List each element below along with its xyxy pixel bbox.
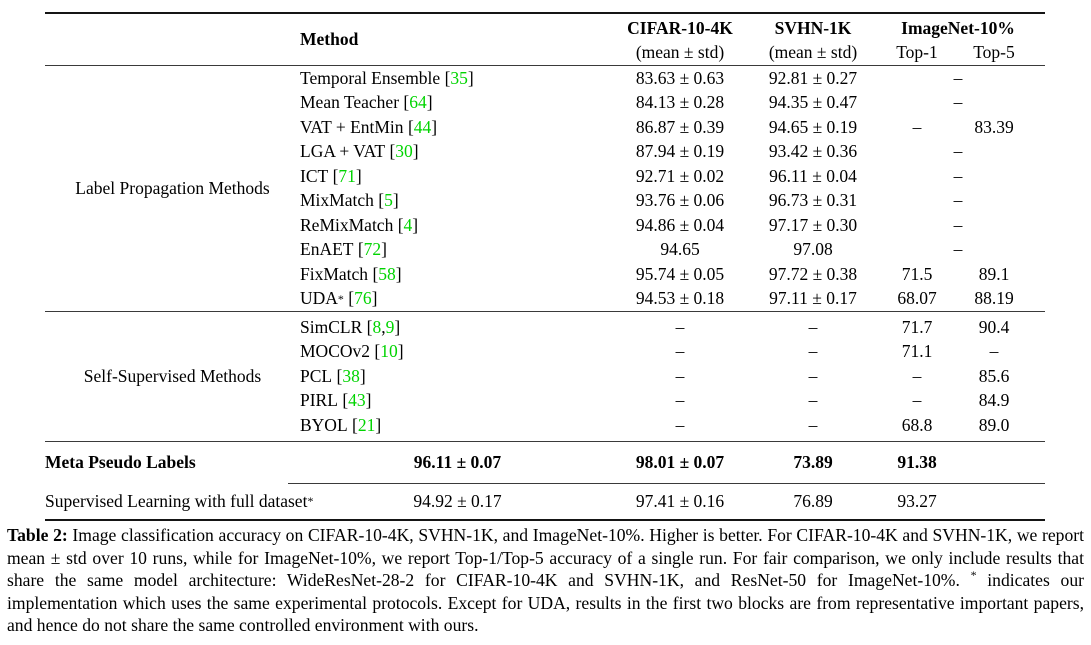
- citation-link[interactable]: 4: [403, 214, 413, 235]
- top5-value: 84.9: [978, 390, 1010, 411]
- top1-value: –: [912, 116, 922, 137]
- cifar-value: –: [675, 414, 685, 435]
- method-label: Mean Teacher: [300, 92, 400, 113]
- top5-value: 89.0: [978, 414, 1010, 435]
- method-cell: MOCOv2 [ 10 ]: [300, 341, 404, 362]
- method-label: LGA + VAT: [300, 141, 386, 162]
- method-cell: FixMatch [ 58 ]: [300, 263, 402, 284]
- method-cell: Supervised Learning with full dataset *: [45, 490, 314, 511]
- svhn-value: 92.81 ± 0.27: [768, 67, 858, 88]
- method-cell: UDA * [ 76 ]: [300, 288, 378, 309]
- self-supervised-block: [45, 312, 1045, 441]
- method-label: SimCLR: [300, 316, 363, 337]
- svhn-value: 97.08: [793, 239, 833, 260]
- method-label: MixMatch: [300, 190, 374, 211]
- citation-link[interactable]: 5: [384, 190, 393, 211]
- method-cell: PIRL [ 43 ]: [300, 390, 372, 411]
- citation-link[interactable]: 21: [357, 414, 376, 435]
- top5-value: 89.1: [978, 263, 1010, 284]
- method-label: VAT + EntMin: [300, 116, 404, 137]
- imagenet-combined-value: –: [953, 67, 963, 88]
- cifar-value: –: [675, 341, 685, 362]
- svhn-value: 94.65 ± 0.19: [768, 116, 858, 137]
- method-group-label: Label Propagation Methods: [75, 178, 270, 198]
- citation-link[interactable]: 71: [338, 165, 356, 186]
- top1-value: –: [912, 390, 922, 411]
- citation-link[interactable]: 8: [372, 316, 382, 337]
- svhn-value: 94.35 ± 0.47: [768, 92, 858, 113]
- top1-value: 68.07: [897, 288, 937, 309]
- top1-value: 73.89: [793, 451, 833, 472]
- method-cell: Mean Teacher [ 64 ]: [300, 92, 433, 113]
- imagenet-title: ImageNet-10%: [901, 17, 1015, 38]
- citation-link[interactable]: 44: [413, 116, 432, 137]
- cifar-value: –: [675, 316, 685, 337]
- caption-text-2: indicates our implementation which uses the same experimental protocols. Except for UDA, results in the first two blocks are from representative important papers, and hence do not share the same controlled environment with ours.: [7, 570, 1084, 635]
- cifar-value: 94.65: [660, 239, 700, 260]
- supervised-baseline-row: [45, 484, 1045, 519]
- imagenet-combined-value: –: [953, 141, 963, 162]
- citation-link[interactable]: 10: [380, 341, 398, 362]
- top5-value: –: [989, 341, 999, 362]
- column-header-method: Method: [300, 29, 359, 49]
- method-label: FixMatch: [300, 263, 369, 284]
- method-cell: BYOL [ 21 ]: [300, 414, 382, 435]
- cifar-value: 92.71 ± 0.02: [635, 165, 725, 186]
- citation-link[interactable]: 76: [354, 288, 372, 309]
- results-table: [45, 12, 1045, 521]
- cifar-value: –: [675, 390, 685, 411]
- column-header-cifar: [615, 14, 745, 65]
- method-label: MOCOv2: [300, 341, 371, 362]
- cifar-value: 83.63 ± 0.63: [635, 67, 725, 88]
- top5-value: 85.6: [978, 365, 1010, 386]
- top5-value: 91.38: [897, 451, 937, 472]
- method-cell: ReMixMatch [ 4 ]: [300, 214, 419, 235]
- cifar-value: 95.74 ± 0.05: [635, 263, 725, 284]
- svhn-value: 97.17 ± 0.30: [768, 214, 858, 235]
- caption-star: *: [970, 568, 977, 583]
- method-cell: ICT [ 71 ]: [300, 165, 362, 186]
- top1-value: 76.89: [793, 490, 833, 511]
- method-cell: LGA + VAT [ 30 ]: [300, 141, 419, 162]
- cifar-value: 96.11 ± 0.07: [413, 451, 502, 472]
- svhn-title: SVHN-1K: [774, 17, 852, 38]
- method-cell: MixMatch [ 5 ]: [300, 190, 399, 211]
- table-caption: [7, 524, 1084, 637]
- top1-value: –: [912, 365, 922, 386]
- svhn-value: 96.73 ± 0.31: [768, 190, 858, 211]
- svhn-value: 96.11 ± 0.04: [769, 165, 857, 186]
- cifar-value: 87.94 ± 0.19: [635, 141, 725, 162]
- caption-label: Table 2:: [7, 525, 68, 545]
- group-header-spacer: [45, 14, 300, 65]
- method-cell: VAT + EntMin [ 44 ]: [300, 116, 438, 137]
- cifar-value: 94.86 ± 0.04: [635, 214, 725, 235]
- citation-link[interactable]: 64: [409, 92, 427, 113]
- method-cell: EnAET [ 72 ]: [300, 239, 387, 260]
- imagenet-combined-value: –: [953, 165, 963, 186]
- cifar-value: –: [675, 365, 685, 386]
- table-header-row: [45, 14, 1045, 65]
- cifar-value: 94.92 ± 0.17: [413, 490, 502, 511]
- column-header-imagenet: [881, 14, 1035, 65]
- cifar-value: 84.13 ± 0.28: [635, 92, 725, 113]
- citation-link[interactable]: 9: [385, 316, 395, 337]
- svhn-value: –: [808, 414, 818, 435]
- top5-value: 88.19: [974, 288, 1014, 309]
- top1-value: 71.5: [901, 263, 933, 284]
- label-propagation-block: [45, 66, 1045, 311]
- cifar-title: CIFAR-10-4K: [627, 17, 733, 38]
- method-label: Temporal Ensemble: [300, 67, 441, 88]
- method-label: ICT: [300, 165, 329, 186]
- imagenet-combined-value: –: [953, 214, 963, 235]
- citation-link[interactable]: 30: [395, 141, 413, 162]
- method-label: BYOL: [300, 414, 348, 435]
- meta-pseudo-labels-row: [45, 442, 1045, 483]
- cifar-value: 86.87 ± 0.39: [635, 116, 725, 137]
- imagenet-combined-value: –: [953, 239, 963, 260]
- citation-link[interactable]: 43: [348, 390, 366, 411]
- method-label: Supervised Learning with full dataset: [45, 490, 308, 511]
- top5-value: 90.4: [978, 316, 1010, 337]
- method-cell: SimCLR [ 8 , 9 ]: [300, 316, 401, 337]
- citation-link[interactable]: 35: [450, 67, 468, 88]
- cifar-value: 94.53 ± 0.18: [635, 288, 725, 309]
- svhn-subtitle: (mean ± std): [768, 41, 858, 62]
- svhn-value: –: [808, 341, 818, 362]
- svhn-value: 97.11 ± 0.17: [769, 288, 857, 309]
- svhn-value: 97.41 ± 0.16: [635, 490, 725, 511]
- top5-value: 83.39: [974, 116, 1014, 137]
- method-cell: Temporal Ensemble [ 35 ]: [300, 67, 474, 88]
- top1-value: 71.1: [901, 341, 933, 362]
- top1-value: 68.8: [901, 414, 933, 435]
- top1-value: 71.7: [901, 316, 933, 337]
- column-header-top1: Top-1: [896, 41, 938, 62]
- bottom-rule: [45, 519, 1045, 521]
- method-label: EnAET: [300, 239, 354, 260]
- method-cell: [45, 442, 300, 483]
- cifar-subtitle: (mean ± std): [635, 41, 725, 62]
- method-group-label: Self-Supervised Methods: [83, 365, 262, 386]
- svhn-value: –: [808, 316, 818, 337]
- citation-link[interactable]: 58: [378, 263, 396, 284]
- citation-link[interactable]: 72: [363, 239, 382, 260]
- method-label: UDA: [300, 288, 338, 309]
- top5-value: 93.27: [897, 490, 937, 511]
- cifar-value: 93.76 ± 0.06: [635, 190, 725, 211]
- svhn-value: –: [808, 390, 818, 411]
- method-label: PCL: [300, 365, 333, 386]
- method-label: PIRL: [300, 390, 338, 411]
- imagenet-combined-value: –: [953, 190, 963, 211]
- method-cell: PCL [ 38 ]: [300, 365, 366, 386]
- svhn-value: 98.01 ± 0.07: [635, 451, 725, 472]
- imagenet-combined-value: –: [953, 92, 963, 113]
- method-label: ReMixMatch: [300, 214, 394, 235]
- svhn-value: 97.72 ± 0.38: [768, 263, 858, 284]
- citation-link[interactable]: 38: [342, 365, 360, 386]
- column-header-top5: Top-5: [973, 41, 1015, 62]
- svhn-value: –: [808, 365, 818, 386]
- method-label: Meta Pseudo Labels: [45, 451, 196, 472]
- column-header-svhn: [745, 14, 881, 65]
- caption-text-1: Image classification accuracy on CIFAR-10-4K, SVHN-1K, and ImageNet-10%. Higher is better. For CIFAR-10-4K and SVHN-1K, we report mean ± std over 10 runs, while for ImageNet-10%, we report Top-1/Top-5 accuracy of a single run. For fair comparison, we only include results that share the same model architecture: WideResNet-28-2 for CIFAR-10-4K and SVHN-1K, and ResNet-50 for ImageNet-10%.: [7, 525, 1085, 590]
- svhn-value: 93.42 ± 0.36: [768, 141, 858, 162]
- imagenet-subcolumns: [881, 41, 1035, 64]
